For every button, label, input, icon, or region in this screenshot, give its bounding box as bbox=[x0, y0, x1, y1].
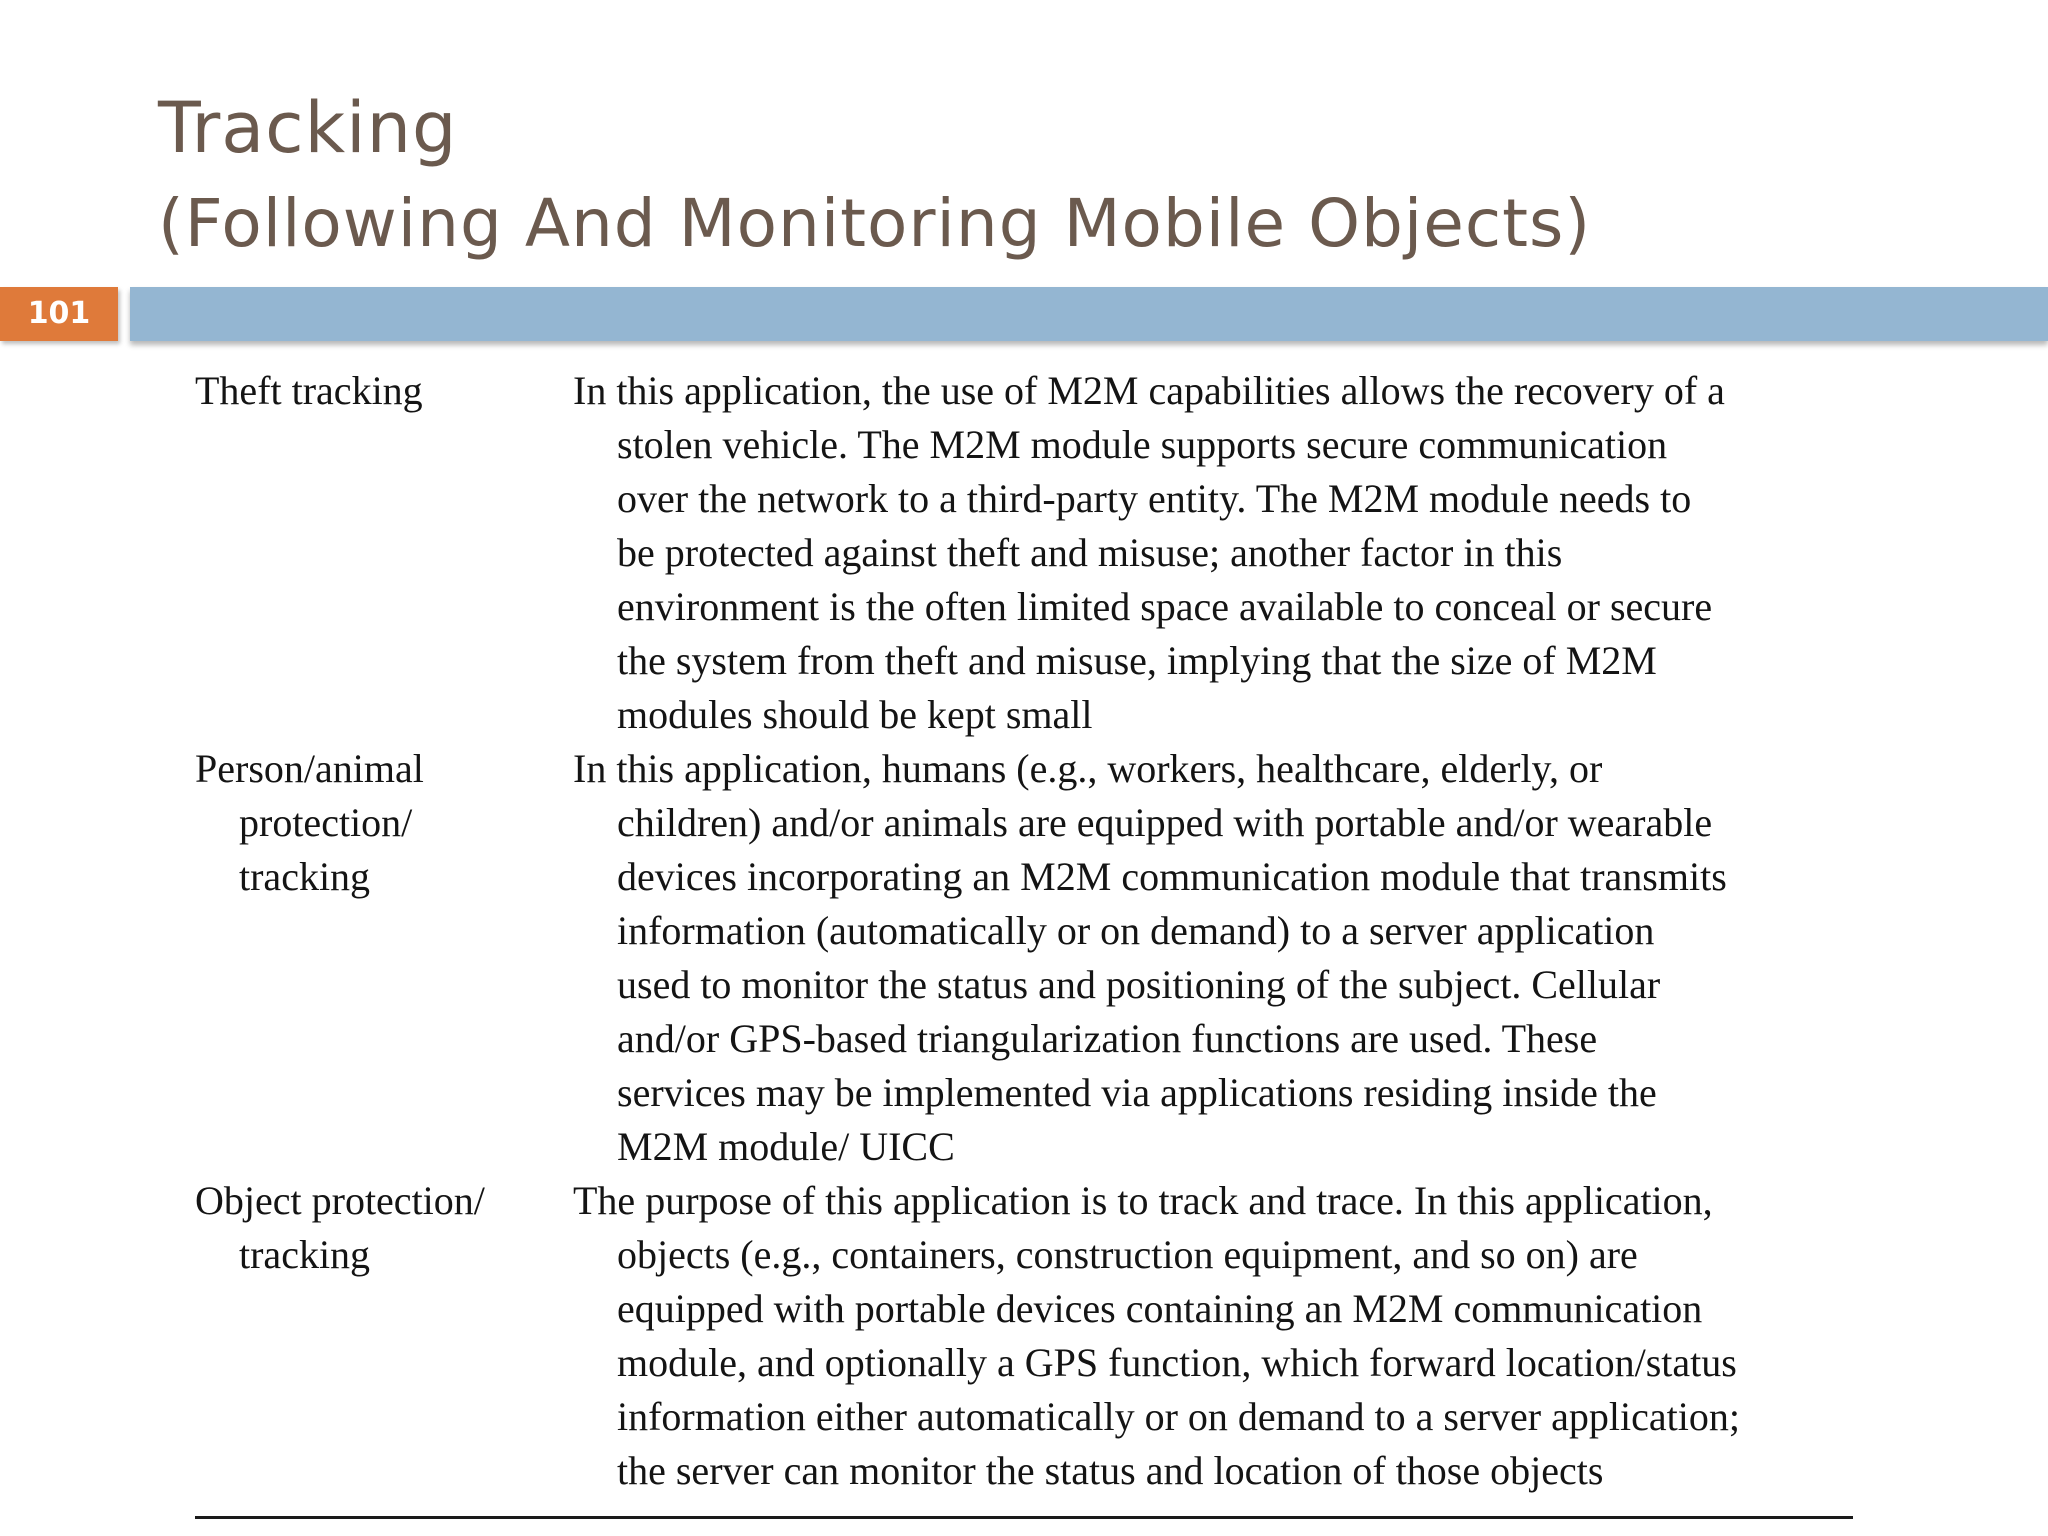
term-line: Theft tracking bbox=[195, 368, 423, 413]
slide-title bbox=[158, 80, 1591, 272]
description-line: children) and/or animals are equipped with portable and/or wearable bbox=[617, 800, 1713, 845]
description-line: M2M module/ UICC bbox=[617, 1124, 955, 1169]
table-row-object-tracking bbox=[195, 1174, 1853, 1498]
term-line: protection/ bbox=[239, 800, 413, 845]
description-line: objects (e.g., containers, construction equipment, and so on) are bbox=[617, 1232, 1638, 1277]
description-line: devices incorporating an M2M communication module that transmits bbox=[617, 854, 1727, 899]
table-bottom-rule bbox=[195, 1516, 1853, 1519]
description-line: The purpose of this application is to track and trace. In this application, bbox=[573, 1178, 1713, 1223]
description-line: In this application, humans (e.g., workers, healthcare, elderly, or bbox=[573, 746, 1603, 791]
description-line: modules should be kept small bbox=[617, 692, 1093, 737]
description-line: In this application, the use of M2M capabilities allows the recovery of a bbox=[573, 368, 1725, 413]
header-bar bbox=[130, 287, 2048, 341]
description-cell bbox=[573, 742, 1853, 1174]
description-cell bbox=[573, 1174, 1853, 1498]
title-main: Tracking bbox=[158, 87, 458, 169]
description-line: environment is the often limited space available to conceal or secure bbox=[617, 584, 1713, 629]
description-line: the server can monitor the status and location of those objects bbox=[617, 1448, 1604, 1493]
description-line: stolen vehicle. The M2M module supports secure communication bbox=[617, 422, 1668, 467]
term-line: Object protection/ bbox=[195, 1178, 485, 1223]
description-line: services may be implemented via applications residing inside the bbox=[617, 1070, 1657, 1115]
description-line: over the network to a third-party entity. The M2M module needs to bbox=[617, 476, 1692, 521]
table-row-theft-tracking bbox=[195, 364, 1853, 742]
description-line: be protected against theft and misuse; another factor in this bbox=[617, 530, 1563, 575]
description-line: equipped with portable devices containing an M2M communication bbox=[617, 1286, 1703, 1331]
term-line: tracking bbox=[239, 854, 371, 899]
description-line: used to monitor the status and positioning of the subject. Cellular bbox=[617, 962, 1661, 1007]
term-cell bbox=[195, 364, 573, 742]
description-line: the system from theft and misuse, implying that the size of M2M bbox=[617, 638, 1657, 683]
application-table bbox=[195, 364, 1853, 1498]
term-line: tracking bbox=[239, 1232, 371, 1277]
term-line: Person/animal bbox=[195, 746, 424, 791]
slide-number-badge: 101 bbox=[0, 287, 118, 341]
description-line: and/or GPS-based triangularization functions are used. These bbox=[617, 1016, 1598, 1061]
description-line: information either automatically or on demand to a server application; bbox=[617, 1394, 1740, 1439]
title-subtitle: (Following And Monitoring Mobile Objects) bbox=[158, 185, 1592, 262]
description-line: module, and optionally a GPS function, which forward location/status bbox=[617, 1340, 1737, 1385]
table-row-person-animal-tracking bbox=[195, 742, 1853, 1174]
description-line: information (automatically or on demand) to a server application bbox=[617, 908, 1655, 953]
term-cell bbox=[195, 1174, 573, 1498]
description-cell bbox=[573, 364, 1853, 742]
term-cell bbox=[195, 742, 573, 1174]
